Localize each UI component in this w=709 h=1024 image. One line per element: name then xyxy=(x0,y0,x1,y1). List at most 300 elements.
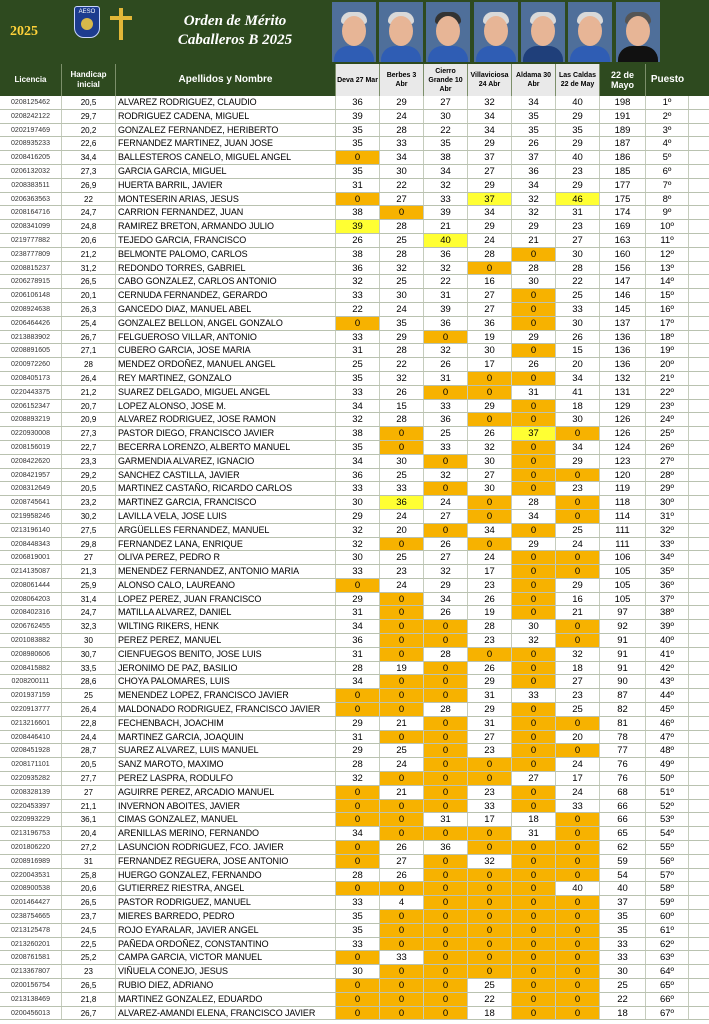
handicap-cell: 26,5 xyxy=(62,979,116,992)
total-cell: 37 xyxy=(600,896,646,909)
table-row xyxy=(0,179,709,193)
score-cell: 22 xyxy=(468,993,512,1006)
col-name: Apellidos y Nombre xyxy=(116,64,336,96)
license-cell: 0200972260 xyxy=(0,358,62,371)
score-cell: 0 xyxy=(556,469,600,482)
score-cell: 0 xyxy=(556,965,600,978)
name-cell: GONZALEZ BELLON, ANGEL GONZALO xyxy=(116,317,336,330)
score-cell: 0 xyxy=(512,400,556,413)
name-cell: BELMONTE PALOMO, CARLOS xyxy=(116,248,336,261)
table-row xyxy=(0,275,709,289)
table-row xyxy=(0,524,709,538)
table-row xyxy=(0,400,709,414)
score-cell: 30 xyxy=(380,455,424,468)
score-cell: 35 xyxy=(424,137,468,150)
score-cell: 34 xyxy=(336,675,380,688)
total-cell: 114 xyxy=(600,510,646,523)
score-cell: 36 xyxy=(336,469,380,482)
position-cell: 46º xyxy=(646,717,689,730)
name-cell: MENDEZ ORDOÑEZ, MANUEL ANGEL xyxy=(116,358,336,371)
federation-logo xyxy=(74,6,100,38)
score-cell: 40 xyxy=(556,96,600,109)
total-cell: 136 xyxy=(600,344,646,357)
table-row xyxy=(0,827,709,841)
position-cell: 14º xyxy=(646,275,689,288)
license-cell: 0208891605 xyxy=(0,344,62,357)
table-row xyxy=(0,565,709,579)
license-cell: 0208980606 xyxy=(0,648,62,661)
score-cell: 0 xyxy=(424,744,468,757)
score-cell: 0 xyxy=(556,869,600,882)
handicap-cell: 26,3 xyxy=(62,303,116,316)
score-cell: 18 xyxy=(556,400,600,413)
handicap-cell: 30,2 xyxy=(62,510,116,523)
score-cell: 0 xyxy=(424,869,468,882)
score-cell: 25 xyxy=(556,524,600,537)
handicap-cell: 20,9 xyxy=(62,413,116,426)
score-cell: 0 xyxy=(512,524,556,537)
handicap-cell: 22,8 xyxy=(62,717,116,730)
score-cell: 35 xyxy=(336,441,380,454)
license-cell: 0219777882 xyxy=(0,234,62,247)
license-cell: 0201464427 xyxy=(0,896,62,909)
score-cell: 0 xyxy=(468,965,512,978)
total-cell: 65 xyxy=(600,827,646,840)
score-cell: 29 xyxy=(468,400,512,413)
score-cell: 26 xyxy=(512,137,556,150)
score-cell: 28 xyxy=(336,662,380,675)
score-cell: 25 xyxy=(380,744,424,757)
table-row xyxy=(0,579,709,593)
position-cell: 28º xyxy=(646,469,689,482)
position-cell: 20º xyxy=(646,358,689,371)
handicap-cell: 31,4 xyxy=(62,593,116,606)
license-cell: 0213196753 xyxy=(0,827,62,840)
score-cell: 0 xyxy=(336,317,380,330)
score-cell: 0 xyxy=(468,538,512,551)
name-cell: ROJO EYARALAR, JAVIER ANGEL xyxy=(116,924,336,937)
handicap-cell: 30,7 xyxy=(62,648,116,661)
handicap-cell: 24,5 xyxy=(62,924,116,937)
name-cell: RODRIGUEZ CADENA, MIGUEL xyxy=(116,110,336,123)
position-cell: 19º xyxy=(646,344,689,357)
score-cell: 0 xyxy=(380,538,424,551)
name-cell: BALLESTEROS CANELO, MIGUEL ANGEL xyxy=(116,151,336,164)
score-cell: 0 xyxy=(556,565,600,578)
score-cell: 0 xyxy=(556,510,600,523)
score-cell: 28 xyxy=(380,124,424,137)
name-cell: LAVILLA VELA, JOSE LUIS xyxy=(116,510,336,523)
score-cell: 31 xyxy=(468,717,512,730)
position-cell: 25º xyxy=(646,427,689,440)
name-cell: FERNANDEZ MARTINEZ, JUAN JOSE xyxy=(116,137,336,150)
score-cell: 36 xyxy=(424,317,468,330)
table-row xyxy=(0,344,709,358)
name-cell: PASTOR RODRIGUEZ, MANUEL xyxy=(116,896,336,909)
name-cell: JERONIMO DE PAZ, BASILIO xyxy=(116,662,336,675)
score-cell: 30 xyxy=(468,482,512,495)
score-cell: 34 xyxy=(336,827,380,840)
cross-logo xyxy=(110,8,132,40)
score-cell: 31 xyxy=(336,179,380,192)
score-cell: 37 xyxy=(468,151,512,164)
score-cell: 0 xyxy=(512,344,556,357)
total-cell: 174 xyxy=(600,206,646,219)
score-cell: 0 xyxy=(380,620,424,633)
score-cell: 0 xyxy=(556,979,600,992)
score-cell: 0 xyxy=(556,427,600,440)
score-cell: 29 xyxy=(556,110,600,123)
table-header xyxy=(0,64,709,96)
handicap-cell: 29,2 xyxy=(62,469,116,482)
score-cell: 0 xyxy=(468,772,512,785)
score-cell: 32 xyxy=(512,634,556,647)
name-cell: CHOYA PALOMARES, LUIS xyxy=(116,675,336,688)
handicap-cell: 21,8 xyxy=(62,993,116,1006)
score-cell: 32 xyxy=(336,524,380,537)
handicap-cell: 30 xyxy=(62,634,116,647)
score-cell: 28 xyxy=(468,620,512,633)
score-cell: 0 xyxy=(380,813,424,826)
score-cell: 30 xyxy=(556,248,600,261)
score-cell: 28 xyxy=(380,248,424,261)
name-cell: PEREZ LASPRA, RODULFO xyxy=(116,772,336,785)
score-cell: 0 xyxy=(556,938,600,951)
total-cell: 35 xyxy=(600,910,646,923)
score-cell: 0 xyxy=(424,662,468,675)
score-cell: 30 xyxy=(380,165,424,178)
score-cell: 29 xyxy=(380,96,424,109)
score-cell: 29 xyxy=(512,331,556,344)
score-cell: 20 xyxy=(380,524,424,537)
total-cell: 25 xyxy=(600,979,646,992)
table-row xyxy=(0,165,709,179)
total-cell: 66 xyxy=(600,800,646,813)
score-cell: 29 xyxy=(468,675,512,688)
score-cell: 34 xyxy=(424,165,468,178)
score-cell: 27 xyxy=(468,289,512,302)
score-cell: 0 xyxy=(336,979,380,992)
total-cell: 136 xyxy=(600,331,646,344)
license-cell: 0208916989 xyxy=(0,855,62,868)
score-cell: 31 xyxy=(556,206,600,219)
handicap-cell: 20,6 xyxy=(62,882,116,895)
score-cell: 0 xyxy=(556,951,600,964)
license-cell: 0213367807 xyxy=(0,965,62,978)
score-cell: 0 xyxy=(556,1007,600,1020)
total-cell: 126 xyxy=(600,413,646,426)
table-row xyxy=(0,303,709,317)
table-row xyxy=(0,469,709,483)
table-row xyxy=(0,744,709,758)
table-row xyxy=(0,648,709,662)
score-cell: 32 xyxy=(424,565,468,578)
position-cell: 67º xyxy=(646,1007,689,1020)
name-cell: ALVAREZ RODRIGUEZ, JOSE RAMON xyxy=(116,413,336,426)
score-cell: 33 xyxy=(380,951,424,964)
position-cell: 8º xyxy=(646,193,689,206)
position-cell: 42º xyxy=(646,662,689,675)
position-cell: 58º xyxy=(646,882,689,895)
score-cell: 0 xyxy=(336,579,380,592)
position-cell: 15º xyxy=(646,289,689,302)
score-cell: 32 xyxy=(336,413,380,426)
name-cell: SUAREZ DELGADO, MIGUEL ANGEL xyxy=(116,386,336,399)
score-cell: 38 xyxy=(424,151,468,164)
handicap-cell: 26,7 xyxy=(62,331,116,344)
score-cell: 32 xyxy=(424,262,468,275)
name-cell: GONZALEZ FERNANDEZ, HERIBERTO xyxy=(116,124,336,137)
score-cell: 19 xyxy=(468,331,512,344)
name-cell: MATILLA ALVAREZ, DANIEL xyxy=(116,606,336,619)
score-cell: 33 xyxy=(556,800,600,813)
score-cell: 36 xyxy=(424,841,468,854)
score-cell: 0 xyxy=(424,896,468,909)
handicap-cell: 20,6 xyxy=(62,234,116,247)
title-line-1: Orden de Mérito xyxy=(183,13,287,29)
score-cell: 37 xyxy=(512,151,556,164)
score-cell: 0 xyxy=(556,744,600,757)
name-cell: MALDONADO RODRIGUEZ, FRANCISCO JAVIER xyxy=(116,703,336,716)
handicap-cell: 20,5 xyxy=(62,758,116,771)
total-cell: 163 xyxy=(600,234,646,247)
score-cell: 18 xyxy=(468,1007,512,1020)
table-row xyxy=(0,703,709,717)
total-cell: 131 xyxy=(600,386,646,399)
score-cell: 31 xyxy=(468,689,512,702)
handicap-cell: 28,7 xyxy=(62,744,116,757)
position-cell: 2º xyxy=(646,110,689,123)
score-cell: 26 xyxy=(380,869,424,882)
score-cell: 34 xyxy=(468,110,512,123)
table-row xyxy=(0,220,709,234)
score-cell: 0 xyxy=(512,882,556,895)
position-cell: 48º xyxy=(646,744,689,757)
license-cell: 0208242122 xyxy=(0,110,62,123)
handicap-cell: 27,2 xyxy=(62,841,116,854)
score-cell: 17 xyxy=(468,358,512,371)
score-cell: 39 xyxy=(424,206,468,219)
score-cell: 25 xyxy=(380,234,424,247)
score-cell: 0 xyxy=(424,800,468,813)
score-cell: 30 xyxy=(424,110,468,123)
table-row xyxy=(0,206,709,220)
table-row xyxy=(0,331,709,345)
score-cell: 26 xyxy=(556,331,600,344)
player-photo xyxy=(332,2,376,62)
name-cell: FERNANDEZ REGUERA, JOSE ANTONIO xyxy=(116,855,336,868)
score-cell: 0 xyxy=(512,758,556,771)
table-row xyxy=(0,965,709,979)
score-cell: 30 xyxy=(336,551,380,564)
handicap-cell: 25,4 xyxy=(62,317,116,330)
score-cell: 0 xyxy=(336,1007,380,1020)
score-cell: 29 xyxy=(468,703,512,716)
total-cell: 198 xyxy=(600,96,646,109)
score-cell: 0 xyxy=(556,993,600,1006)
license-cell: 0220993229 xyxy=(0,813,62,826)
total-cell: 105 xyxy=(600,565,646,578)
total-cell: 120 xyxy=(600,469,646,482)
score-cell: 33 xyxy=(424,441,468,454)
table-row xyxy=(0,938,709,952)
name-cell: BECERRA LORENZO, ALBERTO MANUEL xyxy=(116,441,336,454)
score-cell: 38 xyxy=(336,206,380,219)
score-cell: 25 xyxy=(380,469,424,482)
license-cell: 0208402316 xyxy=(0,606,62,619)
score-cell: 0 xyxy=(468,924,512,937)
table-row xyxy=(0,151,709,165)
score-cell: 26 xyxy=(468,593,512,606)
license-cell: 0206106148 xyxy=(0,289,62,302)
score-cell: 23 xyxy=(380,565,424,578)
score-cell: 34 xyxy=(468,524,512,537)
score-cell: 0 xyxy=(468,510,512,523)
score-cell: 29 xyxy=(336,744,380,757)
table-row xyxy=(0,441,709,455)
license-cell: 0208383511 xyxy=(0,179,62,192)
handicap-cell: 27,3 xyxy=(62,427,116,440)
score-cell: 33 xyxy=(424,400,468,413)
score-cell: 0 xyxy=(512,482,556,495)
score-cell: 0 xyxy=(512,413,556,426)
score-cell: 31 xyxy=(424,813,468,826)
score-cell: 33 xyxy=(336,938,380,951)
position-cell: 1º xyxy=(646,96,689,109)
table-row xyxy=(0,882,709,896)
score-cell: 22 xyxy=(380,358,424,371)
score-cell: 33 xyxy=(336,331,380,344)
total-cell: 185 xyxy=(600,165,646,178)
score-cell: 30 xyxy=(512,620,556,633)
score-cell: 0 xyxy=(336,813,380,826)
table-row xyxy=(0,717,709,731)
name-cell: MENENDEZ FERNANDEZ, ANTONIO MARIA xyxy=(116,565,336,578)
total-cell: 124 xyxy=(600,441,646,454)
license-cell: 0208935233 xyxy=(0,137,62,150)
table-row xyxy=(0,137,709,151)
score-cell: 23 xyxy=(468,744,512,757)
handicap-cell: 20,2 xyxy=(62,124,116,137)
handicap-cell: 27,1 xyxy=(62,344,116,357)
position-cell: 36º xyxy=(646,579,689,592)
license-cell: 0206464426 xyxy=(0,317,62,330)
license-cell: 0200456013 xyxy=(0,1007,62,1020)
score-cell: 27 xyxy=(380,193,424,206)
score-cell: 37 xyxy=(468,193,512,206)
score-cell: 25 xyxy=(424,427,468,440)
score-cell: 25 xyxy=(380,275,424,288)
score-cell: 31 xyxy=(512,827,556,840)
handicap-cell: 23 xyxy=(62,965,116,978)
score-cell: 31 xyxy=(424,289,468,302)
table-row xyxy=(0,538,709,552)
col-position: Puesto xyxy=(650,74,685,85)
license-cell: 0208924638 xyxy=(0,303,62,316)
total-cell: 54 xyxy=(600,869,646,882)
name-cell: LOPEZ ALONSO, JOSE M. xyxy=(116,400,336,413)
name-cell: LASUNCION RODRIGUEZ, FCO. JAVIER xyxy=(116,841,336,854)
score-cell: 34 xyxy=(468,206,512,219)
license-cell: 0214135087 xyxy=(0,565,62,578)
score-cell: 0 xyxy=(424,786,468,799)
score-cell: 24 xyxy=(380,110,424,123)
score-cell: 29 xyxy=(380,331,424,344)
handicap-cell: 24,8 xyxy=(62,220,116,233)
position-cell: 21º xyxy=(646,372,689,385)
score-cell: 0 xyxy=(336,151,380,164)
score-cell: 0 xyxy=(424,482,468,495)
license-cell: 0206819001 xyxy=(0,551,62,564)
name-cell: CUBERO GARCIA, JOSE MARIA xyxy=(116,344,336,357)
total-cell: 118 xyxy=(600,496,646,509)
score-cell: 0 xyxy=(380,938,424,951)
name-cell: CARRION FERNANDEZ, JUAN xyxy=(116,206,336,219)
position-cell: 29º xyxy=(646,482,689,495)
score-cell: 0 xyxy=(380,648,424,661)
position-cell: 56º xyxy=(646,855,689,868)
position-cell: 30º xyxy=(646,496,689,509)
handicap-cell: 28 xyxy=(62,358,116,371)
score-cell: 24 xyxy=(556,758,600,771)
score-cell: 33 xyxy=(468,800,512,813)
total-cell: 126 xyxy=(600,427,646,440)
position-cell: 10º xyxy=(646,220,689,233)
license-cell: 0208745641 xyxy=(0,496,62,509)
position-cell: 63º xyxy=(646,951,689,964)
score-cell: 35 xyxy=(336,137,380,150)
position-cell: 6º xyxy=(646,165,689,178)
score-cell: 0 xyxy=(512,248,556,261)
score-cell: 0 xyxy=(512,800,556,813)
score-cell: 41 xyxy=(556,386,600,399)
license-cell: 0213196140 xyxy=(0,524,62,537)
total-cell: 76 xyxy=(600,772,646,785)
score-cell: 33 xyxy=(556,303,600,316)
total-cell: 91 xyxy=(600,634,646,647)
total-cell: 105 xyxy=(600,579,646,592)
total-cell: 35 xyxy=(600,924,646,937)
total-cell: 132 xyxy=(600,372,646,385)
score-cell: 32 xyxy=(468,96,512,109)
license-cell: 0206132032 xyxy=(0,165,62,178)
handicap-cell: 23,2 xyxy=(62,496,116,509)
handicap-cell: 26,4 xyxy=(62,703,116,716)
license-cell: 0213260201 xyxy=(0,938,62,951)
name-cell: ARENILLAS MERINO, FERNANDO xyxy=(116,827,336,840)
handicap-cell: 22 xyxy=(62,193,116,206)
position-cell: 62º xyxy=(646,938,689,951)
player-photo xyxy=(568,2,612,62)
score-cell: 0 xyxy=(512,606,556,619)
score-cell: 0 xyxy=(512,896,556,909)
score-cell: 28 xyxy=(424,703,468,716)
name-cell: WILTING RIKERS, HENK xyxy=(116,620,336,633)
score-cell: 26 xyxy=(424,538,468,551)
position-cell: 4º xyxy=(646,137,689,150)
score-cell: 34 xyxy=(336,620,380,633)
score-cell: 0 xyxy=(424,524,468,537)
position-cell: 43º xyxy=(646,675,689,688)
score-cell: 0 xyxy=(380,993,424,1006)
score-cell: 0 xyxy=(424,717,468,730)
license-cell: 0208893219 xyxy=(0,413,62,426)
score-cell: 36 xyxy=(380,496,424,509)
score-cell: 28 xyxy=(336,758,380,771)
score-cell: 26 xyxy=(380,841,424,854)
score-cell: 24 xyxy=(556,538,600,551)
handicap-cell: 20,4 xyxy=(62,827,116,840)
